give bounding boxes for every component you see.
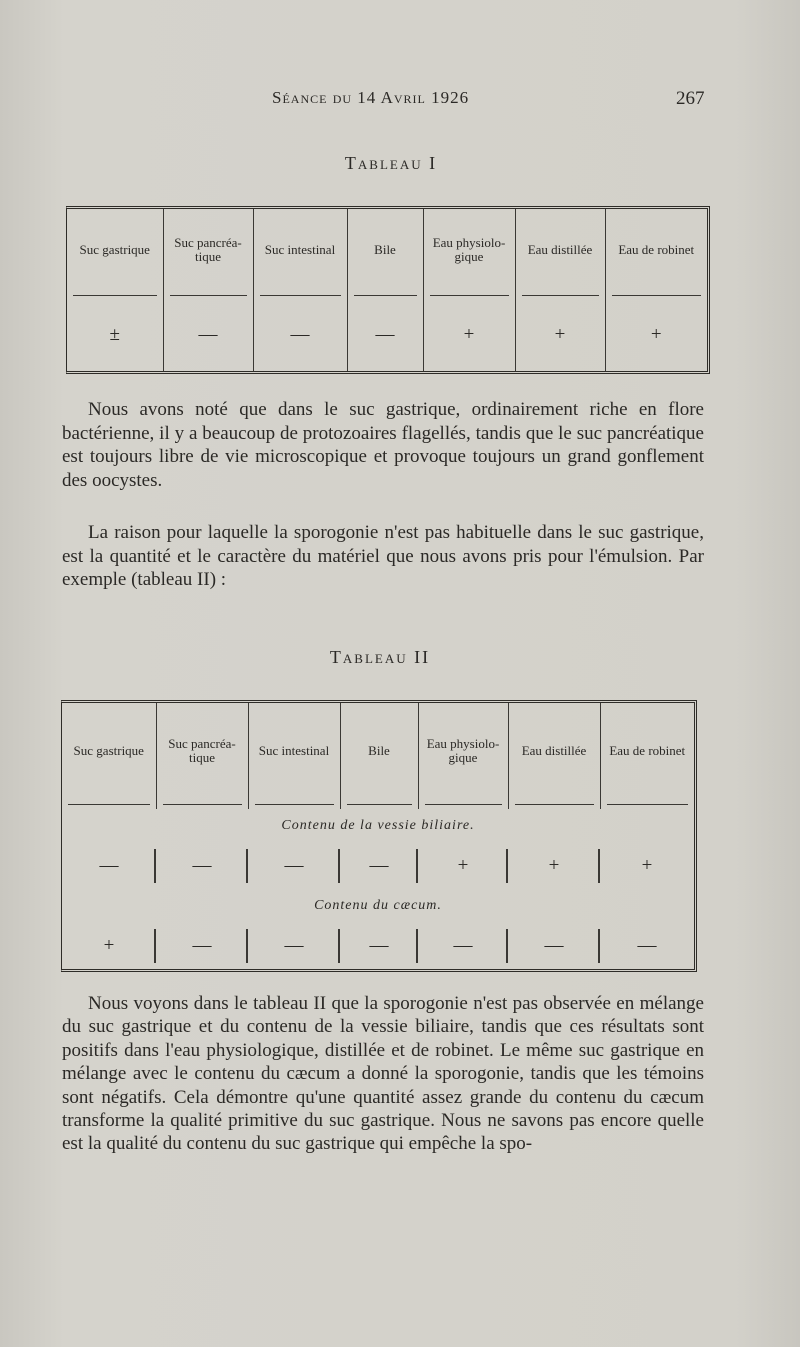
table1-cell: + xyxy=(650,324,662,345)
table1-col-header: Eau distillée xyxy=(515,209,605,291)
running-title: Séance du 14 Avril 1926 xyxy=(272,88,470,107)
table1-cell: — xyxy=(347,299,423,371)
paragraph: Nous voyons dans le tableau II que la sporogonie n'est pas observée en mélange du suc gastrique et du contenu de la vessie biliaire, tandis que ces résultats sont positifs dans l'eau physiologique, distillée et de robinet. Le même suc gastrique en mélange avec le contenu du cæcum a donné la sporogonie, tandis que les témoins sont négatifs. Cela démontre qu'une quantité assez grande du contenu du cæcum transforme la qualité primitive du suc gastrique. Nous ne savons pas encore quelle est la qualité du contenu du suc gastrique qui empêche la spo- xyxy=(62,993,704,1155)
table1-col-header: Bile xyxy=(347,209,423,291)
table2-cell: — xyxy=(62,843,156,889)
table2-caption: Tableau II xyxy=(329,647,431,667)
table2-cell: — xyxy=(340,843,418,889)
table1-cell: — xyxy=(253,299,347,371)
table2-col-header: Suc intestinal xyxy=(248,703,340,800)
table2-cell: + xyxy=(62,923,156,969)
table2-cell: — xyxy=(418,923,508,969)
paragraph: Nous avons noté que dans le suc gastrique, ordinairement riche en flore bactérienne, il y a beaucoup de protozoaires flagellés, tandis que le suc pancréatique est toujours libre de vie microscopique et provoque toujours un grand gonflement des oocystes. xyxy=(62,399,704,491)
table2-cell: + xyxy=(641,855,653,877)
table2-cell: — xyxy=(156,843,248,889)
table2-cell: — xyxy=(248,843,340,889)
table1-col-header: Eau physiolo-gique xyxy=(423,209,515,291)
table2-cell: — xyxy=(637,935,657,956)
table2-col-header: Eau physiolo-gique xyxy=(418,703,508,800)
table2 xyxy=(61,700,697,972)
table2-col-header: Eau distillée xyxy=(508,703,600,800)
table2-cell: + xyxy=(418,843,508,889)
table1-col-header: Suc pancréa-tique xyxy=(163,209,253,291)
running-head xyxy=(0,88,800,118)
table2-section-label: Contenu du cæcum. xyxy=(314,898,442,914)
table1-col-header: Suc intestinal xyxy=(253,209,347,291)
table1-col-header: Suc gastrique xyxy=(67,209,163,291)
table1 xyxy=(66,206,710,374)
table2-cell: — xyxy=(340,923,418,969)
page-number: 267 xyxy=(676,88,705,109)
table2-col-header: Suc pancréa-tique xyxy=(156,703,248,800)
table2-cell: — xyxy=(156,923,248,969)
table2-cell: — xyxy=(508,923,600,969)
table1-cell: + xyxy=(515,299,605,371)
table2-col-header: Suc gastrique xyxy=(62,703,156,800)
table2-col-header: Eau de robinet xyxy=(609,743,686,759)
table1-col-header: Eau de robinet xyxy=(618,242,695,257)
table2-section-label: Contenu de la vessie biliaire. xyxy=(281,818,475,834)
paragraph: La raison pour laquelle la sporogonie n'est pas habituelle dans le suc gastrique, est la quantité et le caractère du matériel que nous avons pris pour l'émulsion. Par exemple (tableau II) : xyxy=(62,522,704,590)
table1-cell: — xyxy=(163,299,253,371)
table1-caption: Tableau I xyxy=(344,153,438,173)
table2-cell: + xyxy=(508,843,600,889)
table1-cell: ± xyxy=(67,299,163,371)
table2-cell: — xyxy=(248,923,340,969)
table2-col-header: Bile xyxy=(340,703,418,800)
table1-cell: + xyxy=(423,299,515,371)
